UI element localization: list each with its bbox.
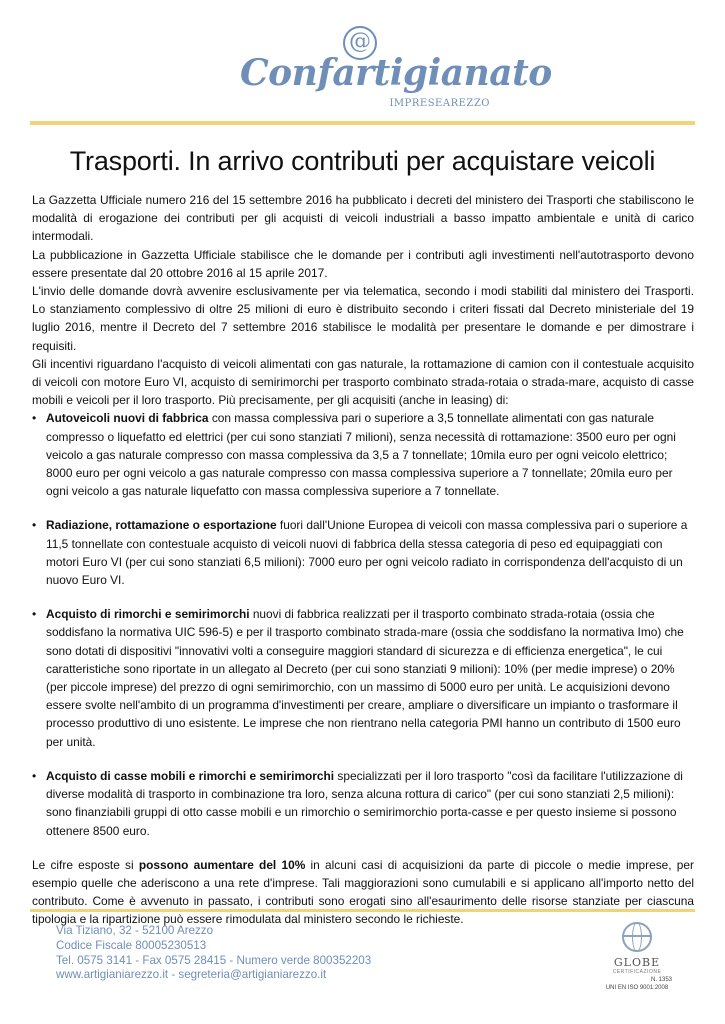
bullet-icon: • bbox=[32, 411, 37, 426]
closing-text: in alcuni casi di acquisizioni da parte di piccole o medie imprese, per esempio quelle che aderiscono a una rete d'imprese. Tali maggiorazioni sono cumulabili e si applicano all'importo netto del contributo. Come è avvenuto in passato, i contributi sono erogati sino all'esaurimento delle risorse stanziate per ciascuna tipologia e la ripartizione può essere rimodulata dal ministero secondo le richieste. bbox=[32, 857, 694, 927]
globe-icon bbox=[622, 922, 652, 952]
logo-at-icon: @ bbox=[343, 26, 377, 60]
footer-contacts bbox=[56, 924, 386, 983]
item-text: fuori dall'Unione Europea di veicoli con massa complessiva pari o superiore a 11,5 tonnellate con contestuale acquisto di veicoli nuovi di fabbrica della stessa categoria di peso ed equipaggiati con motori Euro VI (per cui sono stanziati 6,5 milioni): 7000 euro per ogni veicolo radiato in corrispondenza dell'acquisto di un nuovo Euro VI. bbox=[46, 518, 688, 588]
incentive-list bbox=[32, 409, 694, 839]
footer-web: www.artigianiarezzo.it - segreteria@artigianiarezzo.it bbox=[56, 968, 327, 982]
cert-number: N. 1353 bbox=[650, 977, 672, 983]
list-item bbox=[32, 516, 694, 589]
footer-phone: Tel. 0575 3141 - Fax 0575 28415 - Numero verde 800352203 bbox=[56, 953, 372, 967]
bullet-icon: • bbox=[32, 518, 37, 533]
paragraph: La Gazzetta Ufficiale numero 216 del 15 settembre 2016 ha pubblicato i decreti del ministero dei Trasporti che stabiliscono le modalità di erogazione dei contributi per gli acquisti di veicoli industriali a basso impatto ambientale e unità di carico intermodali. bbox=[32, 193, 694, 244]
item-heading: Acquisto di rimorchi e semirimorchi bbox=[46, 607, 250, 622]
article-body bbox=[32, 191, 694, 929]
item-heading: Autoveicoli nuovi di fabbrica bbox=[46, 411, 209, 426]
bullet-icon: • bbox=[32, 607, 37, 622]
footer-address: Via Tiziano, 32 - 52100 Arezzo bbox=[56, 924, 214, 937]
letterhead bbox=[0, 0, 725, 125]
logo-subtitle: IMPRESEAREZZO bbox=[389, 98, 490, 109]
paragraph: La pubblicazione in Gazzetta Ufficiale stabilisce che le domande per i contributi agli investimenti nell'autotrasporto devono essere presentate dal 20 ottobre 2016 al 15 aprile 2017. bbox=[32, 247, 694, 280]
bullet-icon: • bbox=[32, 768, 37, 783]
item-heading: Radiazione, rottamazione o esportazione bbox=[46, 518, 277, 533]
paragraph: L'invio delle domande dovrà avvenire esclusivamente per via telematica, secondo i modi stabiliti dal ministero dei Trasporti. Lo stanziamento complessivo di oltre 25 milioni di euro è distribuito secondo i criteri fissati dal Decreto ministeriale del 19 luglio 2016, mentre il Decreto del 7 settembre 2016 stabilisce le modalità per presentare le domande e per dimostrare i requisiti. bbox=[32, 284, 694, 353]
cert-iso: UNI EN ISO 9001:2008 bbox=[605, 985, 669, 991]
list-item bbox=[32, 409, 694, 500]
paragraph: Gli incentivi riguardano l'acquisto di veicoli alimentati con gas naturale, la rottamazione di camion con il contestuale acquisito di veicoli con motore Euro VI, acquisto di semirimorchi per trasporto combinato strada-rotaia o strada-mare, acquisto di casse mobili e veicoli per il loro trasporto. Più precisamente, per gli acquisiti (anche in leasing) di: bbox=[32, 356, 694, 408]
item-text: nuovi di fabbrica realizzati per il trasporto combinato strada-rotaia (ossia che soddisfano la normativa UIC 596-5) e per il trasporto combinato strada-mare (ossia che soddisfano la normativa Imo) che sono dotati di dispositivi "innovativi volti a conseguire maggiori standard di sicurezza e di efficienza energetica", le cui caratteristiche sono riportate in un allegato al Decreto (per cui sono stanziati 9 milioni): 10% (per medie imprese) o 20% (per piccole imprese) del prezzo di ogni semirimorchio, con un massimo di 5000 euro per unità. Le acquisizioni devono essere svolte nell'ambito di un programma d'investimenti per creare, ampliare o diversificare un impianto o trasformare il processo produttivo di uno esistente. Le imprese che non rientrano nella categoria PMI hanno un contributo di 1500 euro per unità. bbox=[46, 607, 684, 749]
item-heading: Acquisto di casse mobili e rimorchi e semirimorchi bbox=[46, 768, 335, 783]
header-divider bbox=[30, 121, 695, 125]
item-text: specializzati per il loro trasporto "così da facilitare l'utilizzazione di diverse modalità di trasporto in combinazione tra loro, senza alcuna rottura di carico" (per cui sono stanziati 2,5 milioni): sono finanziabili gruppi di otto casse mobili e un rimorchio o semirimorchio porta-casse e per questo insieme si possono ottenere 8500 euro. bbox=[46, 768, 683, 838]
closing-paragraph bbox=[32, 856, 694, 929]
cert-name: GLOBE bbox=[613, 956, 661, 969]
list-item bbox=[32, 767, 694, 840]
list-item bbox=[32, 605, 694, 751]
cert-subtitle: CERTIFICAZIONE bbox=[612, 969, 662, 975]
item-text: con massa complessiva pari o superiore a 3,5 tonnellate alimentati con gas naturale compresso o liquefatto ed elettrici (per cui sono stanziati 7 milioni), senza necessità di rottamazione: 3500 euro per ogni veicolo a gas naturale compresso con massa complessiva da 3,5 a 7 tonnellate; 10mila euro per ogni veicolo elettrico; 8000 euro per ogni veicolo a gas naturale compresso con massa complessiva superiore a 7 tonnellate; 20mila euro per ogni veicolo a gas naturale liquefatto con massa complessiva superiore a 7 tonnellate. bbox=[46, 411, 676, 499]
footer-fiscal-code: Codice Fiscale 80005230513 bbox=[56, 938, 207, 952]
closing-text: Le cifre esposte si bbox=[32, 857, 139, 872]
logo-wordmark: Confartigianato bbox=[240, 52, 552, 94]
certification-badge bbox=[602, 922, 672, 991]
closing-emphasis: possono aumentare del 10% bbox=[138, 857, 306, 872]
article-title: Trasporti. In arrivo contributi per acquistare veicoli bbox=[69, 146, 656, 176]
footer-divider bbox=[30, 909, 695, 912]
